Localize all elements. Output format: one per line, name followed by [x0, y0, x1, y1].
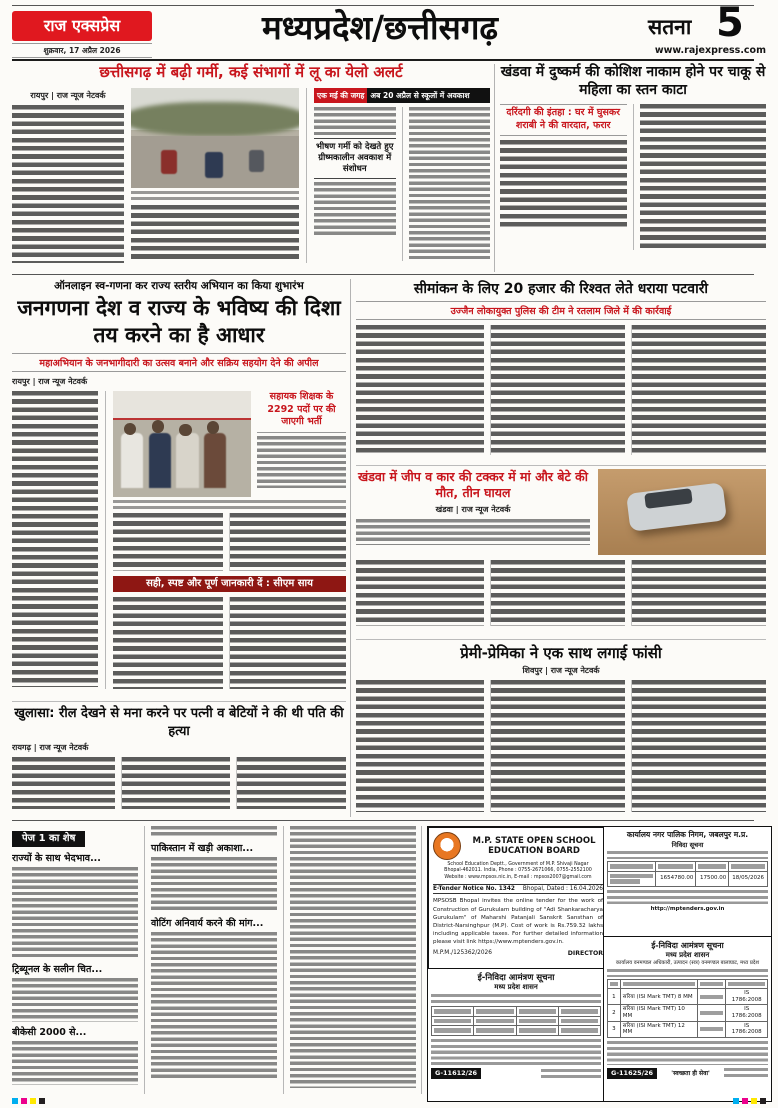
etender-left-title: ई-निविदा आमंत्रण सूचना [477, 973, 555, 983]
heat-inset-highlight: भीषण गर्मी को देखते हुए ग्रीष्मकालीन अवकाश में संशोधन [314, 138, 396, 179]
table-header-cell [658, 864, 693, 869]
tender-date: 18/05/2026 [729, 871, 768, 886]
hanging-byline: शिवपुर | राज न्यूज नेटवर्क [522, 666, 600, 675]
mpsos-title: M.P. STATE OPEN SCHOOL [472, 836, 596, 846]
crash-body-text [631, 560, 766, 626]
article-heat-byline: रायपुर | राज न्यूज नेटवर्क [30, 90, 106, 100]
jabalpur-ad-text [607, 890, 768, 904]
etender-right-signatory [724, 1068, 768, 1078]
census-body-text [229, 597, 346, 689]
page1-rest-banner: पेज 1 का शेष [12, 831, 85, 847]
etender-right-text [607, 969, 768, 977]
table-header-cell [476, 1009, 513, 1014]
mpsos-dated: Bhopal, Dated : 16.04.2026 [522, 886, 603, 893]
heat-banner-text: अब 20 अप्रैल से स्कूलों में अवकाश [367, 88, 490, 103]
mpsos-title: EDUCATION BOARD [488, 846, 580, 856]
crash-byline: खंडवा | राज न्यूज नेटवर्क [435, 504, 511, 514]
section-title: मध्यप्रदेश/छत्तीसगढ़ [261, 8, 499, 47]
column-rule [421, 826, 422, 1094]
article-hanging [356, 643, 766, 817]
table-cell [434, 1028, 471, 1033]
reel-murder-byline: रायगढ़ | राज न्यूज नेटवर्क [12, 743, 89, 753]
website-url: www.rajexpress.com [654, 45, 766, 56]
heat-photo-caption [131, 191, 299, 202]
page-number: 5 [716, 0, 744, 46]
hanging-body-text [631, 680, 766, 812]
heat-street-photo [131, 88, 299, 188]
photo-person [204, 433, 226, 488]
edition-name: सतना [648, 15, 692, 39]
page1-item-text [151, 857, 277, 913]
table-cell [434, 1019, 471, 1024]
table-cell [476, 1028, 513, 1033]
table-cell [610, 879, 640, 884]
reel-murder-body-text [121, 757, 231, 809]
table-header-cell [728, 982, 765, 987]
photo-person-head [152, 420, 164, 433]
census-quote-banner: सही, स्पष्ट और पूर्ण जानकारी दें : सीएम साय [113, 576, 346, 592]
table-item: सरिया (ISI Mark TMT) 10 MM [620, 1005, 697, 1021]
etender-right-govt: मध्य प्रदेश शासन [665, 951, 710, 959]
mpsos-notice-no: E-Tender Notice No. 1342 [433, 886, 515, 893]
mpsos-address: Bhopal-462011. India, Phone : 0755-2671066, 0755-2552100 [444, 868, 592, 874]
table-row-no: 1 [608, 989, 621, 1005]
table-header-cell [610, 982, 618, 987]
photo-rider [249, 150, 264, 172]
etender-right-title: ई-निविदा आमंत्रण सूचना [651, 941, 724, 950]
mpsos-address: School Education Deptt., Government of M.P. Shivaji Nagar [447, 862, 589, 867]
photo-person [121, 433, 143, 488]
table-cell [700, 1027, 724, 1032]
masthead-logo: राज एक्सप्रेस [12, 11, 152, 41]
article-crash [356, 469, 766, 635]
crash-body-text [356, 519, 590, 545]
photo-person-head [179, 424, 191, 437]
ad-etender-left [427, 968, 605, 1102]
page1-item-text [12, 867, 138, 959]
tender-fee: 17500.00 [696, 871, 729, 886]
masthead-date: शुक्रवार, 17 अप्रैल 2026 [12, 43, 152, 58]
crash-photo [598, 469, 766, 555]
article-divider [12, 701, 346, 702]
reg-black [760, 1098, 766, 1104]
bribe-body-text [631, 325, 766, 455]
article-heat-headline: छत्तीसगढ़ में बढ़ी गर्मी, कई संभागों में लू का येलो अलर्ट [99, 63, 403, 81]
etender-left-office-text [431, 994, 601, 1004]
heat-banner-highlight: एक मई की जगह [314, 88, 367, 103]
census-body-text [113, 513, 223, 571]
photo-trees [131, 102, 299, 136]
census-kicker: ऑनलाइन स्व-गणना कर राज्य स्तरीय अभियान का किया शुभारंभ [54, 280, 304, 292]
jabalpur-ad-title: कार्यालय नगर पालिक निगम, जबलपुर म.प्र. [626, 830, 749, 839]
reg-magenta [21, 1098, 27, 1104]
table-header-cell [519, 1009, 556, 1014]
photo-person [149, 433, 171, 488]
reg-cyan [12, 1098, 18, 1104]
census-body-text [12, 391, 98, 687]
table-cell [561, 1028, 598, 1033]
census-photo-caption [113, 500, 346, 510]
article-heat-body-text [12, 105, 124, 263]
table-spec: IS 1786:2008 [726, 1005, 768, 1021]
article-khandwa-crime [500, 63, 766, 272]
row-divider [12, 820, 754, 821]
etender-right-tagline: 'स्वच्छता ही सेवा' [671, 1070, 710, 1078]
page1-item-text [290, 826, 416, 1088]
article-crash-headline: खंडवा में जीप व कार की टक्कर में मां और बेटे की मौत, तीन घायल [358, 469, 588, 501]
photo-backdrop-banner [113, 391, 251, 421]
reg-yellow [30, 1098, 36, 1104]
mpsos-signatory: DIRECTOR [567, 950, 603, 958]
reg-cyan [733, 1098, 739, 1104]
table-row-no: 3 [608, 1021, 621, 1037]
hanging-body-text [490, 680, 625, 812]
mpsos-body-text: MPSOSB Bhopal invites the online tender for the work of Construction of Gurukulam building of "Adi Shankaracharya Gurukulam" of Maharshi Patanjali Sanskrit Sansthan of District-Narsinghpur (M.P). Cost of work is Rs.759.32 lakhs including applicable taxes. For further detailed information please visit link https://www.mptenders.gov.in. [433, 898, 603, 945]
crash-body-text [490, 560, 625, 626]
ad-jabalpur-tender [603, 826, 772, 938]
bribe-subhead: उज्जैन लोकायुक्त पुलिस की टीम ने रतलाम जिले में की कार्रवाई [356, 301, 766, 320]
photo-rider [205, 152, 223, 178]
reg-black [39, 1098, 45, 1104]
article-hanging-headline: प्रेमी-प्रेमिका ने एक साथ लगाई फांसी [460, 644, 662, 662]
etender-left-terms-text [431, 1039, 601, 1065]
crash-body-text [356, 560, 484, 626]
table-cell [476, 1019, 513, 1024]
table-spec: IS 1786:2008 [726, 989, 768, 1005]
table-cell [700, 1011, 724, 1016]
mpsos-logo-icon [433, 832, 461, 860]
table-item: सरिया (ISI Mark TMT) 8 MM [620, 989, 697, 1005]
etender-right-code: G-11625/26 [607, 1068, 657, 1079]
tender-amount: 1654780.00 [656, 871, 696, 886]
mpsos-address: Website : www.mpsos.nic.in, E-mail : mpsos2007@gmail.com [444, 874, 592, 880]
khandwa-crime-body-text [640, 104, 767, 250]
article-bribe [356, 279, 766, 463]
table-spec: IS 1786:2008 [726, 1021, 768, 1037]
column-rule [350, 279, 351, 817]
article-reel-murder [12, 705, 346, 817]
photo-person [176, 433, 198, 488]
etender-left-table [431, 1006, 601, 1036]
khandwa-crime-body-text [500, 140, 627, 228]
table-cell [519, 1028, 556, 1033]
article-bribe-headline: सीमांकन के लिए 20 हजार की रिश्वत लेते धराया पटवारी [413, 281, 709, 297]
census-body-text [113, 597, 223, 689]
table-cell [610, 874, 653, 879]
page1-item-headline: बीकेसी 2000 से... [12, 1027, 87, 1038]
table-header-cell [731, 864, 765, 869]
article-census [12, 279, 346, 699]
column-rule [494, 64, 495, 272]
etender-left-govt: मध्य प्रदेश शासन [494, 983, 538, 991]
article-heat-body-text [409, 107, 491, 261]
page1-item-headline: ट्रिब्यूनल के सलीन चित... [12, 964, 103, 975]
census-body-text [229, 513, 346, 571]
reel-murder-body-text [12, 757, 115, 809]
table-header-cell [434, 1009, 471, 1014]
etender-right-office: कार्यालय वनमण्डल अधिकारी, उत्पादन (सत्र) वनमण्डल बालाघाट, मध्य प्रदेश [615, 960, 760, 966]
registration-marks-right [733, 1098, 766, 1104]
page1-item-text [12, 1041, 138, 1085]
etender-right-table [607, 979, 768, 1038]
page1-item-headline: पाकिस्तान में खड़ी अकाशा... [151, 843, 254, 854]
page1-item-text [12, 978, 138, 1022]
article-divider [356, 639, 766, 640]
bribe-body-text [356, 325, 484, 455]
page1-item-headline: वोटिंग अनिवार्य करने की मांग... [151, 918, 264, 929]
reg-magenta [742, 1098, 748, 1104]
page1-item-text [151, 932, 277, 1078]
reel-murder-body-text [236, 757, 346, 809]
article-reel-murder-headline: खुलासा: रील देखने से मना करने पर पत्नी व बेटियों ने की थी पति की हत्या [14, 706, 344, 739]
article-heat-body-text [314, 182, 396, 238]
table-cell [700, 995, 724, 1000]
photo-rider [161, 150, 177, 174]
jabalpur-ad-text [607, 851, 768, 859]
census-sidebox-title: सहायक शिक्षक के 2292 पदों पर की जाएगी भर्ती [257, 391, 346, 433]
table-header-cell [700, 982, 724, 987]
table-cell [561, 1019, 598, 1024]
etender-right-terms-text [607, 1041, 768, 1065]
census-byline: रायपुर | राज न्यूज नेटवर्क [12, 376, 88, 386]
row-divider [12, 274, 754, 275]
article-divider [356, 465, 766, 466]
table-header-cell [561, 1009, 598, 1014]
census-sidebox-text [257, 436, 346, 488]
table-header-cell [623, 982, 695, 987]
table-row-no: 2 [608, 1005, 621, 1021]
census-subhead: महाअभियान के जनभागीदारी का उत्सव बनाने और सक्रिय सहयोग देने की अपील [12, 353, 346, 372]
masthead-rule [12, 59, 754, 61]
table-cell [519, 1019, 556, 1024]
khandwa-crime-subhead: दरिंदगी की इंतहा : घर में घुसकर शराबी ने की वारदात, फरार [500, 104, 627, 136]
page1-item-text [151, 826, 277, 838]
article-khandwa-crime-headline: खंडवा में दुष्कर्म की कोशिश नाकाम होने पर चाकू से महिला का स्तन काटा [500, 64, 766, 99]
table-item: सरिया (ISI Mark TMT) 12 MM [620, 1021, 697, 1037]
table-header-cell [698, 864, 726, 869]
bribe-body-text [490, 325, 625, 455]
article-census-headline: जनगणना देश व राज्य के भविष्य की दिशा तय करने का है आधार [17, 296, 341, 347]
page1-item-headline: राज्यों के साथ भेदभाव... [12, 853, 101, 864]
article-heat-body-text [131, 205, 299, 261]
etender-left-code: G-11612/26 [431, 1068, 481, 1079]
census-event-photo [113, 391, 251, 497]
hanging-body-text [356, 680, 484, 812]
ad-mpsos [427, 826, 609, 974]
etender-left-signatory [541, 1069, 601, 1079]
jabalpur-portal-url: http://mptenders.gov.in [650, 905, 725, 912]
jabalpur-tender-table [607, 861, 768, 887]
registration-marks-left [12, 1098, 45, 1104]
ad-etender-right [603, 936, 772, 1102]
table-header-cell [610, 864, 653, 869]
jabalpur-ad-subtitle: निविदा सूचना [671, 841, 704, 849]
article-heat [12, 63, 490, 272]
article-heat-body-text [314, 107, 396, 135]
mpsos-ref-no: M.P.M./125362/2026 [433, 950, 492, 957]
reg-yellow [751, 1098, 757, 1104]
page1-continued [12, 826, 416, 1094]
